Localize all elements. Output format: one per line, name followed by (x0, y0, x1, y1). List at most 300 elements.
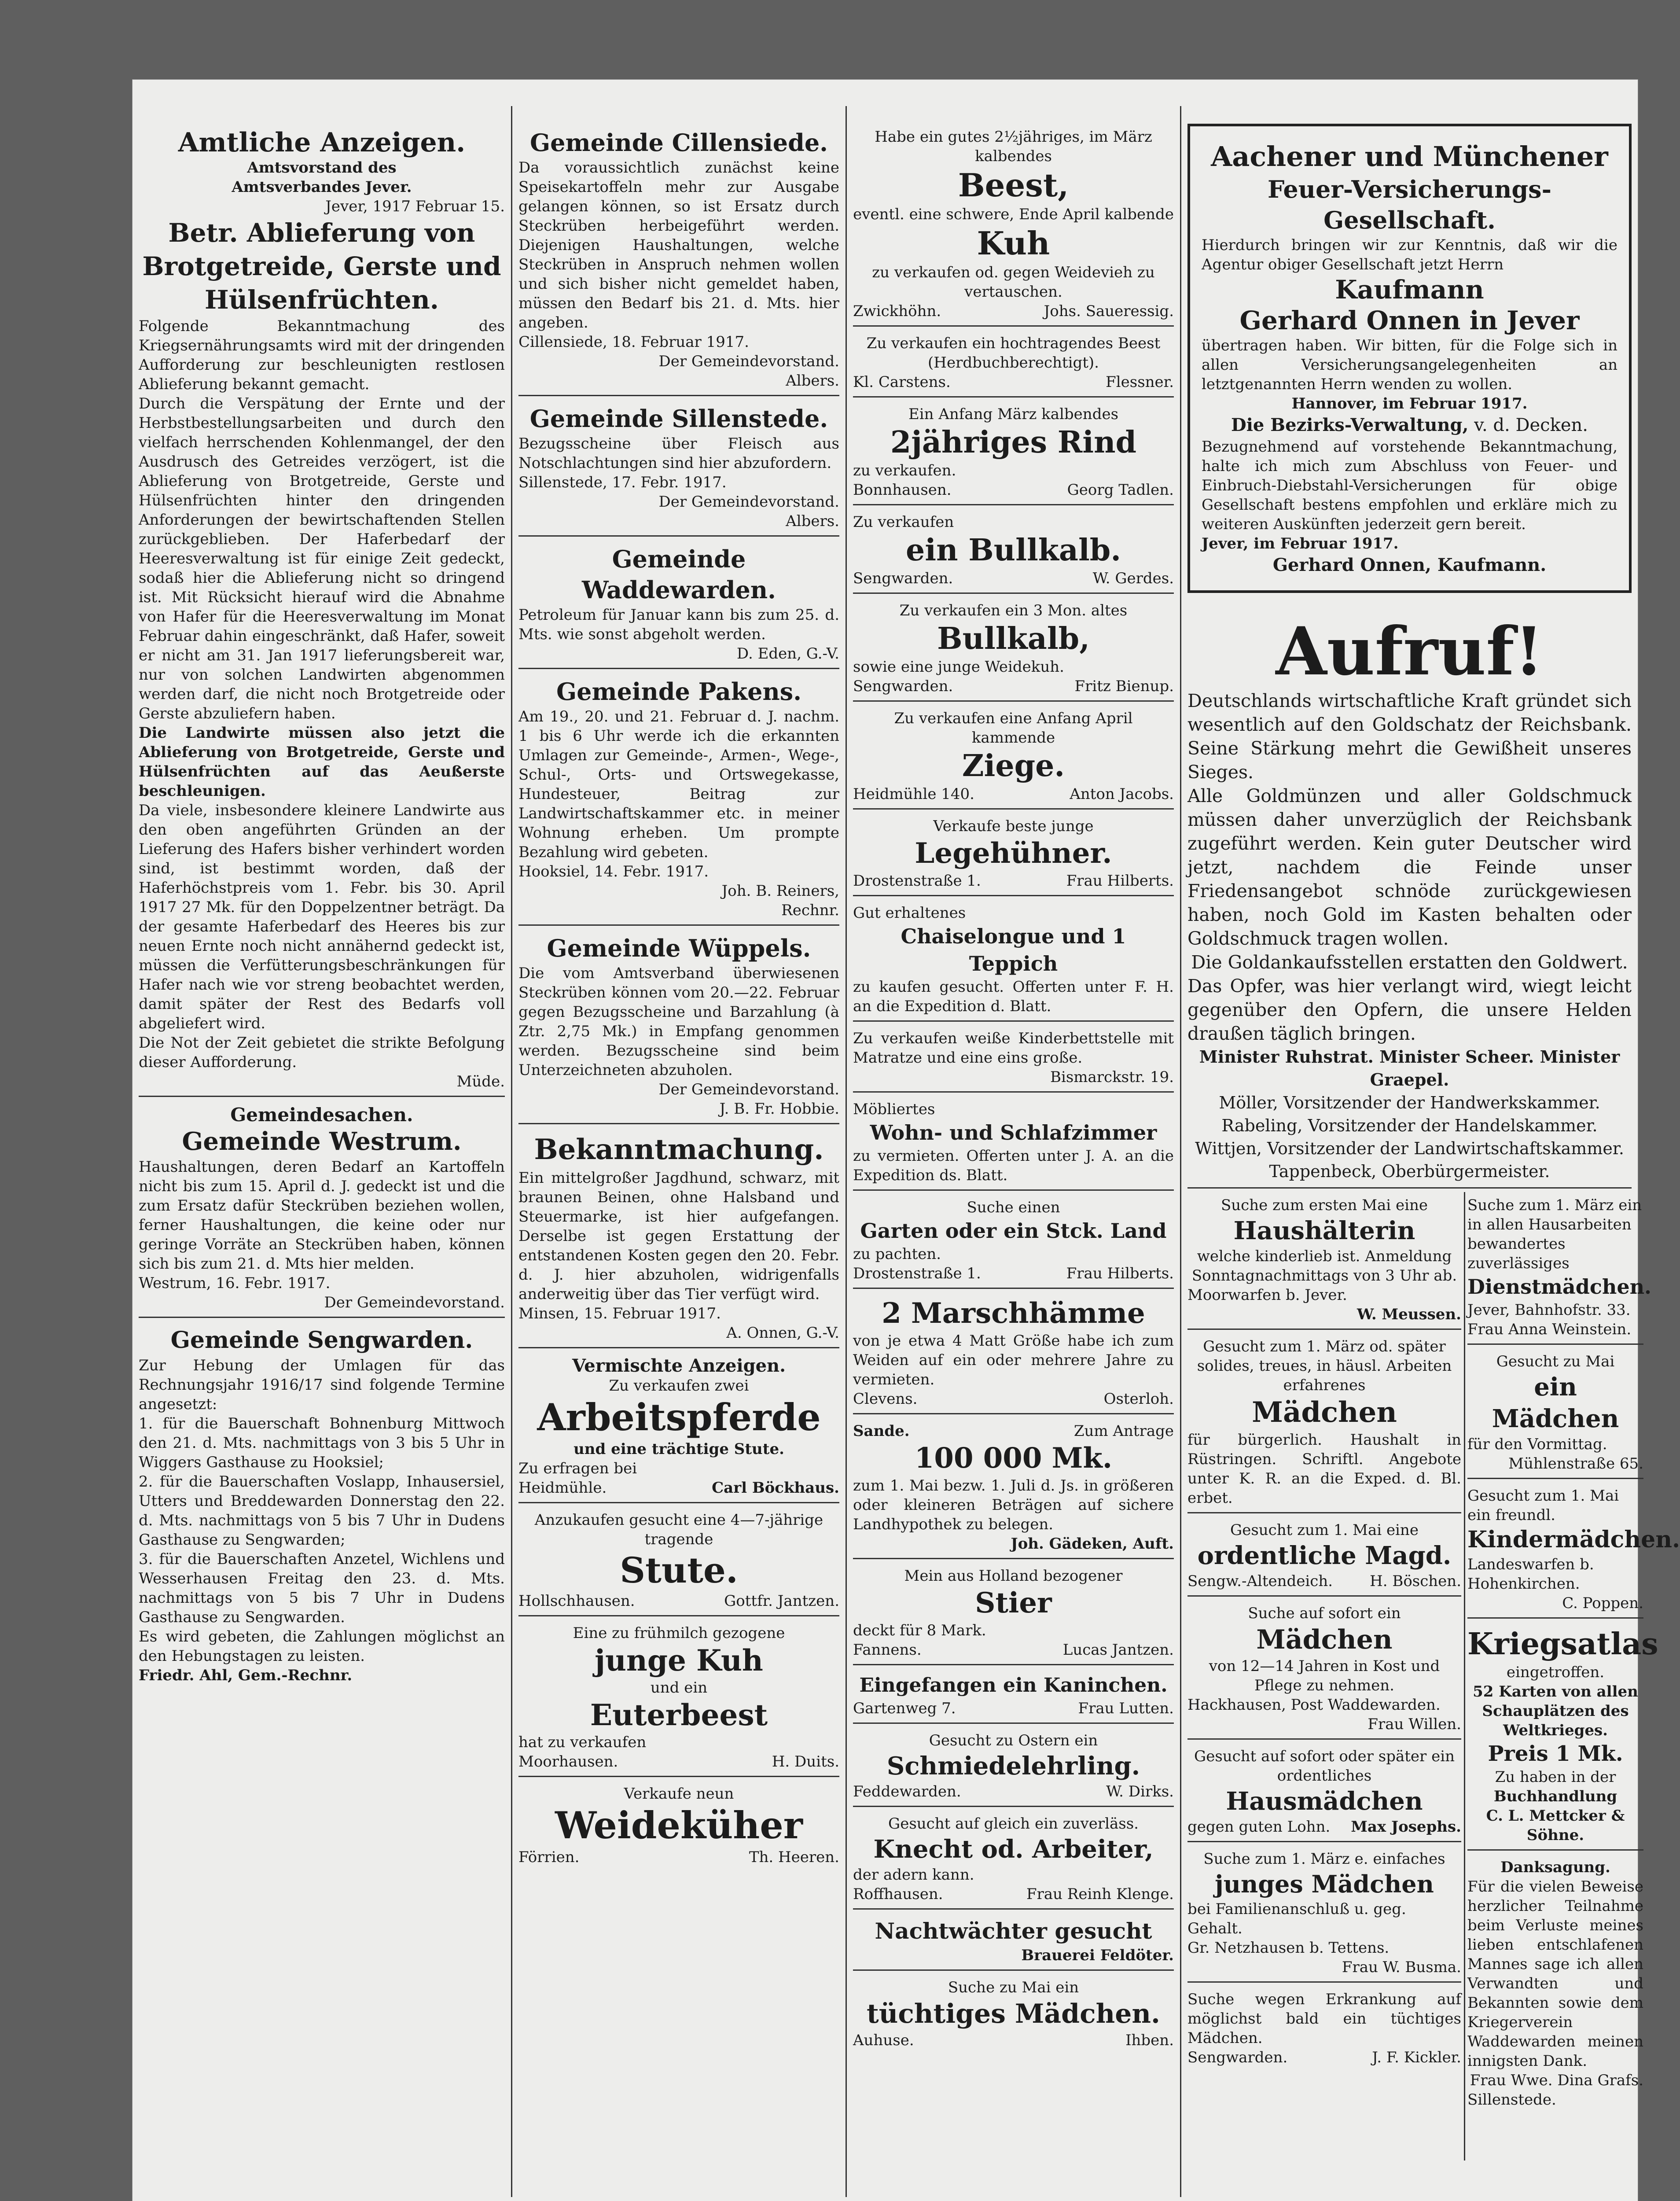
notice-signature: Albers. (786, 372, 839, 390)
notice-signature: J. B. Fr. Hobbie. (719, 1100, 839, 1118)
ad-two-year-cattle (853, 401, 1174, 505)
ad-name: J. F. Kickler. (1372, 2049, 1461, 2066)
ad-name: Frau Lutten. (1078, 1700, 1174, 1717)
appeal-signature: Möller, Vorsitzender der Handwerkskammer. (1219, 1093, 1600, 1112)
column-official-notices (132, 80, 511, 2201)
column-municipal-notices (512, 80, 846, 2201)
ad-place: Moorhausen. (518, 1753, 618, 1770)
ad-war-atlas (1467, 1622, 1658, 1851)
ad-goat (853, 705, 1174, 810)
ad-name: H. Böschen. (1370, 1572, 1461, 1590)
ad-footer (853, 871, 1174, 891)
ad-headline: Arbeitspferde (537, 1395, 821, 1439)
ad-name: C. L. Mettcker & Söhne. (1486, 1807, 1625, 1844)
ad-headline: Haushälterin (1233, 1216, 1415, 1245)
notice-item: 1. für die Bauerschaft Bohnenburg Mittwoch den 21. d. Mts. nachmittags von 3 bis 5 Uhr in Wiggers Gasthause zu Hooksiel; (139, 1415, 505, 1471)
notice-paragraph: Da voraussichtlich zunächst keine Speisekartoffeln mehr zur Ausgabe gelangen können, so ist Ersatz durch Steckrüben herbeigeführt werden. Diejenigen Haushaltungen, welche Steckrüben in Anspruch nehmen wollen und sich bisher nicht gemeldet haben, müssen den Bedarf bis 21. d. Mts. hier angeben. (518, 159, 839, 331)
ad-line: Verkaufe beste junge (933, 817, 1094, 835)
minsen-notice (518, 1128, 839, 1348)
ad-line: Zu verkaufen ein 3 Mon. altes (899, 602, 1128, 619)
ad-farmhand (853, 1811, 1174, 1910)
ad-footer (853, 1884, 1174, 1904)
ad-place: Kl. Carstens. (853, 373, 951, 391)
ad-footer (853, 480, 1174, 500)
ad-line: Gesucht zum 1. Mai eine (1230, 1521, 1419, 1539)
ad-line: und eine trächtige Stute. (573, 1440, 784, 1458)
notice-paragraph: Durch die Verspätung der Ernte und der Herbstbestellungsarbeiten und durch den vielfach herrschenden Kohlenmangel, der den Ausdrusch des Getreides verzögert, ist die Ablieferung von Brotgetreide, Gerste und Hülsenfrüchten hinter den dringenden Anforderungen der bewirtschaftenden Stellen zurückgeblieben. Der Haferbedarf der Heeresverwaltung ist für einige Zeit gedeckt, sodaß hier die Ablieferung nicht so dringend ist. Mit Rücksicht hierauf wird die Abnahme von Hafer für die Heeresverwaltung im Monat Februar dahin eingeschränkt, daß Hafer, soweit er nicht am 31. Jan 1917 lieferungsbereit war, nur von solchen Landwirten abgenommen werden darf, die nicht noch Brotgetreide oder Gerste abzuliefern haben. (139, 395, 505, 722)
ad-thanks (1467, 1854, 1643, 2114)
ad-footer (1187, 1817, 1461, 1837)
ad-line: Buchhandlung (1493, 1788, 1618, 1805)
ad-headline: 2 Marschhämme (882, 1297, 1145, 1330)
insurance-signature-person: v. d. Decken. (1474, 415, 1588, 435)
notice-paragraph: Folgende Bekanntmachung des Kriegsernährungsamts wird mit der dringenden Aufforderung zur beschleunigten restlosen Ablieferung bekannt gemacht. (139, 317, 505, 393)
ad-name: Frau Hilberts. (1066, 872, 1174, 890)
ad-line: Zum Antrage (1073, 1422, 1174, 1440)
ad-line: Gesucht auf gleich ein zuverläss. (888, 1815, 1139, 1833)
waddewarden-notice (518, 540, 839, 669)
ad-name: W. Dirks. (1106, 1783, 1174, 1800)
ad-line: bei Familienanschluß u. geg. Gehalt. (1187, 1900, 1406, 1937)
ad-footer (518, 1848, 839, 1867)
section-header: Amtliche Anzeigen. (178, 127, 466, 158)
ad-line: Suche einen (967, 1199, 1060, 1216)
ad-place: Drostenstraße 1. (853, 1265, 981, 1282)
agent-title: Kaufmann (1335, 275, 1484, 305)
ad-young-cow (518, 1620, 839, 1777)
ad-name: W. Meussen. (1356, 1306, 1461, 1323)
ad-line: Für die vielen Beweise herzlicher Teilnahme beim Verluste meines lieben entschlafenen Mannes sage ich allen Verwandten und Bekannten sowie dem Kriegerverein Waddewarden meinen innigsten Dank. (1467, 1878, 1643, 2070)
ad-name: Anton Jacobs. (1070, 785, 1174, 803)
ad-headline: Eingefangen ein Kaninchen. (859, 1674, 1168, 1697)
ad-name: Frau Anna Weinstein. (1467, 1321, 1632, 1338)
ad-rabbit (853, 1669, 1174, 1724)
insurance-signature: Gerhard Onnen, Kaufmann. (1272, 555, 1547, 575)
notice-signature: Joh. B. Reiners, (721, 882, 839, 900)
ad-footer (853, 302, 1174, 321)
ad-rooms (853, 1096, 1174, 1191)
ad-line: zu kaufen gesucht. Offerten unter F. H. an die Expedition d. Blatt. (853, 978, 1174, 1015)
ad-headline: Chaiselongue und 1 Teppich (901, 924, 1126, 975)
insurance-paragraph: Hierdurch bringen wir zur Kenntnis, daß wir die Agentur obiger Gesellschaft jetzt Herrn (1202, 236, 1618, 273)
notice-date: Jever, 1917 Februar 15. (325, 198, 505, 215)
ad-servant-girl (1467, 1192, 1652, 1345)
notice-paragraph: Die vom Amtsverband überwiesenen Steckrüben können vom 20.—22. Februar gegen Bezugsscheine und Barzahlung (à Ztr. 2,75 Mk.) in Empfang genommen werden. Bezugsscheine sind beim Unterzeichneten abzuholen. (518, 964, 839, 1079)
ad-childrens-bed (853, 1025, 1174, 1093)
ad-girl-ruestringen (1187, 1333, 1461, 1513)
ad-line: Suche zu Mai ein (948, 1979, 1079, 1996)
ad-headline: ein Bullkalb. (905, 533, 1121, 568)
ad-night-watchman (853, 1913, 1174, 1971)
ad-line: Habe ein gutes 2½jähriges, im März kalbendes (875, 128, 1152, 165)
official-notices-section (139, 124, 505, 1097)
ad-footer (518, 1478, 839, 1498)
notice-title: Gemeinde Sillenstede. (529, 405, 828, 433)
insurance-advert-box (1187, 124, 1632, 593)
wueppels-notice (518, 929, 839, 1124)
notice-date: Sillenstede, 17. Febr. 1917. (518, 474, 727, 491)
section-header: Gemeindesachen. (230, 1104, 413, 1126)
ad-headline: Kriegsatlas (1467, 1627, 1658, 1662)
ad-place: Auhuse. (853, 2032, 914, 2049)
ad-chaiselongue (853, 900, 1174, 1022)
ad-place: Drostenstraße 1. (853, 872, 981, 890)
ad-headline: 2jähriges Rind (890, 425, 1137, 460)
notice-title: Gemeinde Westrum. (182, 1127, 462, 1156)
insurance-paragraph: Bezugnehmend auf vorstehende Bekanntmachung, halte ich mich zum Abschluss von Feuer- und Einbruch-Diebstahl-Versicherungen für obige Gesellschaft bestens empfohlen und erkläre mich zu weiteren Auskünften jederzeit gern bereit. (1202, 438, 1618, 533)
notice-paragraph: Die Not der Zeit gebietet die strikte Befolgung dieser Aufforderung. (139, 1034, 505, 1071)
ad-line: Gesucht zum 1. Mai ein freundl. (1467, 1487, 1619, 1524)
ad-place: Gr. Netzhausen b. Tettens. (1187, 1939, 1390, 1957)
ad-headline: junges Mädchen (1215, 1870, 1434, 1898)
ad-footer (853, 569, 1174, 588)
ad-name: Mühlenstraße 65. (1508, 1455, 1643, 1472)
ad-line: Zu verkaufen (853, 513, 954, 531)
notice-title: Gemeinde Pakens. (556, 677, 802, 706)
appeal-title: Aufruf! (1276, 613, 1544, 690)
ad-name: W. Gerdes. (1092, 570, 1174, 587)
ad-headline: Nachtwächter gesucht (875, 1918, 1152, 1944)
ad-footer (853, 1389, 1174, 1409)
ad-marsh-land (853, 1292, 1174, 1414)
ad-name: Johs. Saueressig. (1044, 302, 1174, 320)
ad-line: zu verkaufen. (853, 462, 956, 479)
ad-place: Landeswarfen b. Hohenkirchen. (1467, 1556, 1594, 1593)
ad-illness-girl (1187, 1986, 1461, 2072)
appeal-paragraph: Die Goldankaufsstellen erstatten den Goldwert. (1191, 952, 1628, 973)
ad-work-horses (518, 1352, 839, 1503)
ad-line: Eine zu frühmilch gezogene (573, 1624, 785, 1642)
ad-line: zu verkaufen od. gegen Weidevieh zu vertauschen. (872, 264, 1155, 301)
ad-name: Lucas Jantzen. (1062, 1641, 1174, 1659)
ad-place: Sande. (853, 1422, 910, 1440)
ad-headline: Ziege. (962, 748, 1065, 784)
ad-housekeeper (1187, 1192, 1461, 1330)
gold-appeal (1187, 611, 1632, 1189)
ad-line: Zu verkaufen zwei (609, 1377, 749, 1395)
notice-title: Betr. Ablieferung von (168, 218, 475, 248)
ad-line: Suche wegen Erkrankung auf möglichst bald ein tüchtiges Mädchen. (1187, 1991, 1461, 2047)
ad-pasture-cows (518, 1781, 839, 1871)
ad-headline: Schmiedelehrling. (886, 1752, 1140, 1781)
ad-place: Moorwarfen b. Jever. (1187, 1286, 1347, 1304)
notice-paragraph: Zur Hebung der Umlagen für das Rechnungsjahr 1916/17 sind folgende Termine angesetzt: (139, 1357, 505, 1413)
notice-paragraph: Es wird gebeten, die Zahlungen möglichst an den Hebungstagen zu leisten. (139, 1628, 505, 1665)
appeal-signature: Wittjen, Vorsitzender der Landwirtschaftskammer. (1195, 1139, 1624, 1158)
ad-footer (853, 372, 1174, 392)
sengwarden-notice (139, 1321, 505, 1689)
ad-line: welche kinderlieb ist. Anmeldung Sonntagnachmittags von 3 Uhr ab. (1191, 1248, 1457, 1285)
ad-place: Bonnhausen. (853, 481, 952, 499)
notice-signature: Der Gemeindevorstand. (658, 1081, 839, 1098)
notice-paragraph: Da viele, insbesondere kleinere Landwirte aus den oben angeführten Gründen an der Lieferung des Hafers bisher verhindert worden sind, ist bestimmt worden, daß der Haferhöchstpreis vom 1. Febr. bis 30. April 1917 27 Mk. für den Doppelzentner beträgt. Da der gesamte Haferbedarf des Heeres bis zur neuen Ernte noch nicht annähernd gedeckt ist, müssen die Verfütterungsbeschränkungen für Hafer nach wie vor streng beobachtet werden, damit später der Rest des Bedarfs voll abgeliefert wird. (139, 802, 505, 1032)
notice-signature: Albers. (786, 512, 839, 530)
notice-title: Bekanntmachung. (534, 1133, 824, 1166)
ad-headline: Knecht od. Arbeiter, (873, 1835, 1154, 1864)
ad-headline: Kuh (977, 225, 1050, 262)
notice-item: 2. für die Bauerschaften Voslapp, Inhausersiel, Utters und Breddewarden Donnerstag den 22. d. Mts. nachmittags von 5 bis 7 Uhr in Dudens Gasthause zu Sengwarden; (139, 1473, 505, 1549)
ad-name: Frau Reinh Klenge. (1026, 1885, 1174, 1903)
ad-footer (518, 1591, 839, 1611)
ad-line: zu pachten. (853, 1245, 941, 1263)
office-line: Amtsvorstand des (247, 159, 397, 177)
ad-headline: Beest, (958, 166, 1069, 204)
ad-place: Zwickhöhn. (853, 302, 941, 320)
notice-paragraph: Die Landwirte müssen also jetzt die Ablieferung von Brotgetreide, Gerste und Hülsenfrüchten auf das Aeußerste beschleunigen. (139, 724, 505, 800)
notice-signature: Friedr. Ahl, Gem.-Rechnr. (139, 1667, 353, 1684)
ad-line: Suche zum 1. März e. einfaches (1203, 1850, 1445, 1868)
ad-cattle (853, 124, 1174, 327)
ad-headline: ein Mädchen (1492, 1373, 1619, 1433)
ad-line: eingetroffen. (1506, 1664, 1605, 1681)
ad-headline: Weideküher (555, 1803, 803, 1847)
ad-line: Suche zum ersten Mai eine (1220, 1196, 1428, 1214)
ad-line: deckt für 8 Mark. (853, 1622, 986, 1639)
ad-girl-foster (1187, 1600, 1461, 1740)
ad-headline: 100 000 Mk. (914, 1442, 1113, 1475)
ad-line: von je etwa 4 Matt Größe habe ich zum Weiden auf ein oder mehrere Jahre zu vermieten. (853, 1332, 1174, 1388)
ad-line: zum 1. Mai bezw. 1. Juli d. Js. in größeren oder kleineren Beträgen auf sichere Landhypothek zu belegen. (853, 1477, 1174, 1533)
ad-line: Gesucht zu Mai (1496, 1353, 1615, 1370)
notice-title: Brotgetreide, Gerste und (142, 251, 501, 281)
lower-right-ads (1467, 1192, 1680, 2161)
ad-name: C. Poppen. (1562, 1594, 1643, 1612)
notice-title: Gemeinde Waddewarden. (582, 545, 776, 604)
ad-headline: Stute. (620, 1550, 738, 1591)
ad-line: Gesucht zu Ostern ein (929, 1732, 1098, 1749)
ad-name: Gottfr. Jantzen. (724, 1592, 839, 1610)
notice-date: Hooksiel, 14. Febr. 1917. (518, 863, 709, 880)
appeal-signature: Tappenbeck, Oberbürgermeister. (1269, 1162, 1550, 1181)
section-header: Vermischte Anzeigen. (572, 1355, 786, 1376)
ad-mortgage (853, 1418, 1174, 1559)
ad-line: Suche auf sofort ein (1248, 1605, 1401, 1622)
notice-date: Westrum, 16. Febr. 1917. (139, 1274, 331, 1292)
ad-headline: ordentliche Magd. (1197, 1541, 1452, 1570)
ad-mare (518, 1507, 839, 1616)
ad-footer (853, 677, 1174, 696)
insurance-signature-name: Die Bezirks-Verwaltung, (1231, 415, 1469, 435)
notice-signature: Der Gemeindevorstand. (658, 493, 839, 511)
ad-bull (853, 1563, 1174, 1665)
ad-header-line (853, 1421, 1174, 1441)
ad-orderly-maid (1187, 1517, 1461, 1597)
ad-name: Osterloh. (1103, 1390, 1174, 1408)
column-insurance-appeal (1181, 80, 1680, 2201)
ad-name: Frau W. Busma. (1342, 1958, 1461, 1976)
ad-line: Suche zum 1. März ein in allen Hausarbeiten bewandertes zuverlässiges (1467, 1196, 1642, 1272)
ad-bull-calf (853, 509, 1174, 594)
ad-name: Th. Heeren. (749, 1848, 839, 1866)
ad-footer (1187, 2048, 1461, 2067)
ad-line: Gesucht auf sofort oder später ein ordentliches (1194, 1748, 1455, 1785)
ad-place: Feddewarden. (853, 1783, 961, 1800)
ad-line: für den Vormittag. (1467, 1435, 1607, 1453)
ad-place: Heidmühle. (518, 1479, 607, 1497)
ad-housemaid (1187, 1743, 1461, 1842)
insurance-date: Jever, im Februar 1917. (1202, 535, 1399, 552)
ad-place: Sengwarden. (853, 677, 953, 695)
ad-line: Zu verkaufen ein hochtragendes Beest (Herdbuchberechtigt). (866, 335, 1161, 372)
ad-headline: Garten oder ein Stck. Land (860, 1219, 1167, 1243)
ad-place: Förrien. (518, 1848, 580, 1866)
notice-signature: A. Onnen, G.-V. (726, 1324, 839, 1342)
ad-line: Ein Anfang März kalbendes (908, 405, 1119, 423)
ad-place: Sengwarden. (1187, 2049, 1288, 2066)
ad-line: hat zu verkaufen (518, 1734, 647, 1751)
appeal-signature: Rabeling, Vorsitzender der Handelskammer. (1221, 1116, 1598, 1135)
ad-line: gegen guten Lohn. (1187, 1818, 1331, 1836)
ad-line: von 12—14 Jahren in Kost und Pflege zu nehmen. (1209, 1657, 1440, 1694)
ad-line: Möbliertes (853, 1100, 935, 1118)
appeal-paragraph: Das Opfer, was hier verlangt wird, wiegt leicht gegenüber den Opfern, die unsere Helden draußen täglich bringen. (1187, 975, 1632, 1044)
ad-footer (853, 1640, 1174, 1660)
ad-line: Mein aus Holland bezogener (904, 1567, 1123, 1585)
ad-place: Hollschhausen. (518, 1592, 635, 1610)
notice-signature: Der Gemeindevorstand. (658, 353, 839, 370)
ad-name: Ihben. (1125, 2032, 1174, 2049)
ad-morning-girl (1467, 1348, 1643, 1479)
ad-footer (518, 1752, 839, 1771)
ad-place: Clevens. (853, 1390, 918, 1408)
ad-footer (853, 1699, 1174, 1718)
ad-garden (853, 1194, 1174, 1289)
ad-headline: Euterbeest (590, 1698, 768, 1732)
ad-place: Hackhausen, Post Waddewarden. (1187, 1696, 1441, 1714)
ad-headline: Kindermädchen. (1467, 1526, 1680, 1553)
notice-date: Cillensiede, 18. Februar 1917. (518, 333, 749, 351)
ad-line: Zu erfragen bei (518, 1460, 637, 1477)
ad-headline: Bullkalb, (937, 621, 1090, 656)
ad-line: zu vermieten. Offerten unter J. A. an die Expedition ds. Blatt. (853, 1147, 1174, 1184)
ad-bull-calf-2 (853, 597, 1174, 702)
ad-name: Frau Wwe. Dina Grafs. (1470, 2072, 1643, 2089)
ad-line: für bürgerlich. Haushalt in Rüstringen. Schriftl. Angebote unter K. R. an die Exped. d. Bl. erbet. (1187, 1431, 1461, 1507)
ad-place: Heidmühle 140. (853, 785, 974, 803)
westrum-notice (139, 1100, 505, 1318)
cillensiede-notice (518, 124, 839, 396)
ad-name: Frau Willen. (1368, 1715, 1461, 1733)
notice-title: Gemeinde Sengwarden. (170, 1327, 473, 1354)
ad-headline: Hausmädchen (1226, 1787, 1423, 1816)
column-classified-ads (847, 80, 1180, 2201)
appeal-signature: Minister Ruhstrat. Minister Scheer. Minister Graepel. (1199, 1047, 1620, 1089)
ad-line: der adern kann. (853, 1866, 974, 1884)
ad-footer (853, 1782, 1174, 1801)
ad-headline: Mädchen (1256, 1624, 1393, 1655)
ad-place: Jever, Bahnhofstr. 33. (1467, 1301, 1631, 1319)
appeal-paragraph: Deutschlands wirtschaftliche Kraft gründet sich wesentlich auf den Goldschatz der Reichsbank. Seine Stärkung mehrt die Gewißheit unseres Sieges. (1187, 690, 1632, 783)
ad-name: Joh. Gädeken, Auft. (1011, 1535, 1174, 1553)
appeal-paragraph: Alle Goldmünzen und aller Goldschmuck müssen daher unverzüglich der Reichsbank zugeführt werden. Kein guter Deutscher wird jetzt, nachdem die Feinde unser Friedensangebot schnöde zurückgewiesen haben, noch Gold im Kasten behalten oder Goldschmuck tragen wollen. (1187, 785, 1632, 949)
ad-apprentice (853, 1727, 1174, 1807)
ad-line: sowie eine junge Weidekuh. (853, 658, 1064, 676)
ad-nanny (1467, 1483, 1680, 1619)
insurance-signature (1202, 413, 1618, 437)
ad-maid (853, 1974, 1174, 2054)
notice-paragraph: Am 19., 20. und 21. Februar d. J. nachm. 1 bis 6 Uhr werde ich die erkannten Umlagen zur Gemeinde-, Armen-, Wege-, Schul-, Orts- und Ortswegekasse, Hundesteuer, Beitrag zur Landwirtschaftskammer etc. in meiner Wohnung erheben. Um prompte Bezahlung wird gebeten. (518, 708, 839, 861)
insurance-paragraph: übertragen haben. Wir bitten, für die Folge sich in allen Versicherungsangelegenheiten an letztgenannten Herrn wenden zu wollen. (1202, 337, 1618, 393)
newspaper-page (132, 79, 1680, 2201)
agent-name: Gerhard Onnen in Jever (1239, 305, 1580, 335)
office-line: Amtsverbandes Jever. (232, 178, 412, 196)
ad-place: Sengw.-Altendeich. (1187, 1572, 1333, 1590)
notice-signature: Müde. (456, 1073, 505, 1090)
notice-signature: Der Gemeindevorstand. (324, 1294, 505, 1311)
ad-place: Sengwarden. (853, 570, 953, 587)
ad-headline: Dienstmädchen. (1467, 1275, 1652, 1299)
insurance-title: Feuer-Versicherungs-Gesellschaft. (1268, 175, 1551, 234)
notice-title: Gemeinde Wüppels. (547, 934, 811, 962)
ad-name: H. Duits. (772, 1753, 839, 1770)
ad-headline: Stier (975, 1586, 1052, 1619)
ad-name: Carl Böckhaus. (712, 1479, 839, 1497)
ad-laying-hens (853, 813, 1174, 896)
ad-heifer (853, 330, 1174, 398)
ad-line: und ein (650, 1679, 708, 1697)
ad-line: Zu haben in der (1495, 1768, 1616, 1786)
ad-line: Verkaufe neun (624, 1785, 734, 1803)
ad-name: Frau Hilberts. (1066, 1265, 1174, 1282)
ad-headline: Wohn- und Schlafzimmer (870, 1121, 1157, 1145)
ad-footer (853, 1264, 1174, 1283)
ad-place: Gartenweg 7. (853, 1700, 956, 1717)
ad-name: Fritz Bienup. (1074, 677, 1174, 695)
ad-name: Brauerei Feldöter. (1021, 1947, 1174, 1964)
ad-name: Georg Tadlen. (1067, 481, 1174, 499)
notice-signature: D. Eden, G.-V. (736, 645, 839, 663)
ad-price: Preis 1 Mk. (1488, 1741, 1623, 1766)
pakens-notice (518, 673, 839, 926)
notice-title: Gemeinde Cillensiede. (530, 129, 828, 157)
notice-date: Minsen, 15. Februar 1917. (518, 1305, 721, 1322)
ad-name: Max Josephs. (1351, 1818, 1461, 1836)
lower-left-ads (1187, 1192, 1461, 2161)
ad-line: Zu verkaufen eine Anfang April kammende (894, 710, 1133, 747)
ad-footer (853, 2031, 1174, 2050)
notice-paragraph: Petroleum für Januar kann bis zum 25. d. Mts. wie sonst abgeholt werden. (518, 606, 839, 643)
ad-name: Flessner. (1106, 373, 1174, 391)
notice-paragraph: Bezugsscheine über Fleisch aus Notschlachtungen sind hier abzufordern. (518, 435, 839, 472)
ad-place: Fannens. (853, 1641, 922, 1659)
ad-headline: Legehühner. (915, 837, 1112, 870)
column-rule (1464, 1192, 1465, 2161)
ad-place: Roffhausen. (853, 1885, 943, 1903)
insurance-date: Hannover, im Februar 1917. (1291, 395, 1528, 412)
ad-headline: tüchtiges Mädchen. (867, 1999, 1160, 2029)
ad-footer (1187, 1572, 1461, 1591)
ad-place: Sillenstede. (1467, 2091, 1556, 2109)
ad-line: Zu verkaufen weiße Kinderbettstelle mit Matratze und eine eins große. (853, 1030, 1174, 1067)
notice-signature: Rechnr. (781, 902, 839, 919)
sillenstede-notice (518, 400, 839, 537)
ad-line: eventl. eine schwere, Ende April kalbende (853, 206, 1174, 223)
ad-line: Gesucht zum 1. März od. später solides, treues, in häusl. Arbeiten erfahrenes (1197, 1338, 1452, 1394)
ad-footer (853, 784, 1174, 804)
ad-line: Anzukaufen gesucht eine 4—7-jährige tragende (534, 1511, 823, 1548)
lower-ads-area (1187, 1192, 1680, 2161)
ad-headline: Danksagung. (1500, 1859, 1610, 1876)
ad-name: Bismarckstr. 19. (1050, 1068, 1174, 1086)
ad-line: Gut erhaltenes (853, 904, 966, 922)
ad-young-girl (1187, 1846, 1461, 1983)
notice-title: Hülsenfrüchten. (205, 285, 439, 315)
notice-item: 3. für die Bauerschaften Anzetel, Wichlens und Wesserhausen Freitag den 23. d. Mts. nachmittags von 5 bis 7 Uhr in Dudens Gasthause zu Sengwarden. (139, 1550, 505, 1626)
notice-paragraph: Ein mittelgroßer Jagdhund, schwarz, mit braunen Beinen, ohne Halsband und Steuermarke, ist hier aufgefangen. Derselbe ist gegen Erstattung der entstandenen Kosten gegen den 20. Febr. d. J. hier abzuholen, widrigenfalls anderweitig über das Tier verfügt wird. (518, 1169, 839, 1303)
ad-headline: junge Kuh (595, 1643, 763, 1678)
ad-headline: Mädchen (1252, 1396, 1397, 1429)
insurance-title: Aachener und Münchener (1211, 140, 1608, 173)
